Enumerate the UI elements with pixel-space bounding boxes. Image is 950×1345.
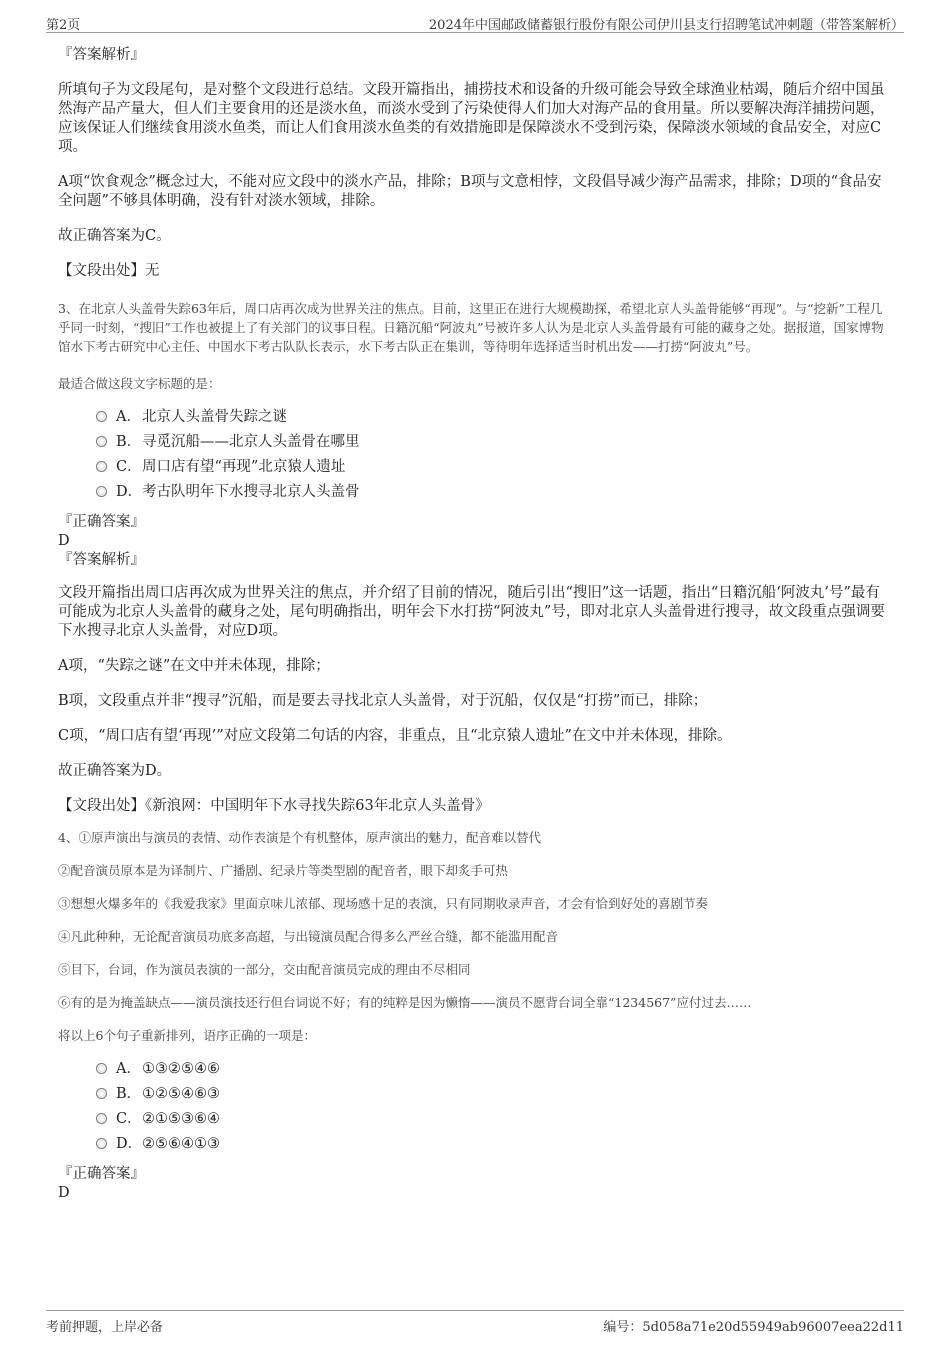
q3-answer-label: 『正确答案』 [58,514,145,530]
document-id: 编号：5d058a71e20d55949ab96007eea22d11 [603,1320,904,1335]
q4-option-d[interactable]: D．②⑤⑥④①③ [58,1132,890,1157]
radio-icon[interactable] [96,486,107,497]
q3-prompt: 最适合做这段文字标题的是： [58,376,221,391]
q4-sentence-6: ⑥有的是为掩盖缺点——演员演技还行但台词说不好；有的纯粹是因为懒惰——演员不愿背台词全靠“1234567”应付过去…… [58,995,752,1010]
q3-analysis-a: A项，“失踪之谜”在文中并未体现，排除； [58,658,330,674]
page-header [46,12,904,33]
radio-icon[interactable] [96,411,107,422]
q3-analysis-p1: 文段开篇指出周口店再次成为世界关注的焦点，并介绍了目前的情况，随后引出“搜旧”这一话题，指出“日籍沉船‘阿波丸’号”最有可能成为北京人头盖骨的藏身之处，尾句明确指出，明年会下水打捞“阿波丸”号，即对北京人头盖骨进行搜寻，故文段重点强调要下水搜寻北京人头盖骨，对应D项。 [58,585,885,639]
radio-icon[interactable] [96,461,107,472]
radio-icon[interactable] [96,436,107,447]
q4-sentence-2: ②配音演员原本是为译制片、广播剧、纪录片等类型剧的配音者，眼下却炙手可热 [58,863,509,878]
q3-option-b[interactable]: B．寻觅沉船——北京人头盖骨在哪里 [58,430,890,455]
q3-source: 【文段出处】《新浪网：中国明年下水寻找失踪63年北京人头盖骨》 [58,798,490,814]
q4-answer-label: 『正确答案』 [58,1166,145,1182]
q4-sentence-5: ⑤目下，台词，作为演员表演的一部分，交由配音演员完成的理由不尽相同 [58,962,471,977]
q3-analysis-b: B项，文段重点并非“搜寻”沉船，而是要去寻找北京人头盖骨，对于沉船，仅仅是“打捞”而已，排除； [58,693,708,709]
q4-option-b[interactable]: B．①②⑤④⑥③ [58,1082,890,1107]
q3-option-d[interactable]: D．考古队明年下水搜寻北京人头盖骨 [58,480,890,505]
page-content [58,46,890,1203]
q3-option-a[interactable]: A．北京人头盖骨失踪之谜 [58,405,890,430]
q4-answer: D [58,1185,70,1201]
document-title: 2024年中国邮政储蓄银行股份有限公司伊川县支行招聘笔试冲刺题（带答案解析） [428,18,904,33]
radio-icon[interactable] [96,1063,107,1074]
q2-analysis-p2: A项“饮食观念”概念过大，不能对应文段中的淡水产品，排除；B项与文意相悖，文段倡导减少海产品需求，排除；D项的“食品安全问题”不够具体明确，没有针对淡水领域，排除。 [58,174,882,209]
q4-sentence-3: ③想想火爆多年的《我爱我家》里面京味儿浓郁、现场感十足的表演，只有同期收录声音，才会有恰到好处的喜剧节奏 [58,896,709,911]
q4-sentence-4: ④凡此种种，无论配音演员功底多高超，与出镜演员配合得多么严丝合缝，都不能滥用配音 [58,929,559,944]
q3-option-c[interactable]: C．周口店有望“再现”北京猿人遗址 [58,455,890,480]
q3-options [58,405,890,505]
footer-slogan: 考前押题，上岸必备 [46,1320,164,1335]
q3-analysis-c: C项，“周口店有望‘再现’”对应文段第二句话的内容，非重点，且“北京猿人遗址”在文中并未体现，排除。 [58,728,732,744]
radio-icon[interactable] [96,1138,107,1149]
radio-icon[interactable] [96,1088,107,1099]
q4-options [58,1057,890,1157]
q4-option-c[interactable]: C．②①⑤③⑥④ [58,1107,890,1132]
page-number: 第2页 [46,18,81,33]
q3-analysis-label: 『答案解析』 [58,552,145,568]
q2-source: 【文段出处】无 [58,263,160,279]
q3-answer: D [58,533,70,549]
radio-icon[interactable] [96,1113,107,1124]
q4-sentence-1: 4、①原声演出与演员的表情、动作表演是个有机整体，原声演出的魅力，配音难以替代 [58,830,541,845]
q3-conclusion: 故正确答案为D。 [58,763,172,779]
q3-stem: 3、在北京人头盖骨失踪63年后，周口店再次成为世界关注的焦点。目前，这里正在进行大规模勘探，希望北京人头盖骨能够“再现”。与“挖新”工程几乎同一时刻，“搜旧”工作也被提上了有关部门的议事日程。日籍沉船“阿波丸”号被许多人认为是北京人头盖骨最有可能的藏身之处。据报道，国家博物馆水下考古研究中心主任、中国水下考古队队长表示，水下考古队正在集训，等待明年选择适当时机出发——打捞“阿波丸”号。 [58,301,884,354]
q2-analysis-label: 『答案解析』 [58,47,145,63]
q2-analysis-p1: 所填句子为文段尾句，是对整个文段进行总结。文段开篇指出，捕捞技术和设备的升级可能会导致全球渔业枯竭，随后介绍中国虽然海产品产量大，但人们主要食用的还是淡水鱼，而淡水受到了污染使得人们加大对海产品的食用量。所以要解决海洋捕捞问题，应该保证人们继续食用淡水鱼类，而让人们食用淡水鱼类的有效措施即是保障淡水不受到污染，保障淡水领域的食品安全，对应C项。 [58,82,885,155]
q4-option-a[interactable]: A．①③②⑤④⑥ [58,1057,890,1082]
q2-conclusion: 故正确答案为C。 [58,228,171,244]
q4-prompt: 将以上6个句子重新排列，语序正确的一项是： [58,1028,316,1043]
page-footer [46,1310,904,1335]
